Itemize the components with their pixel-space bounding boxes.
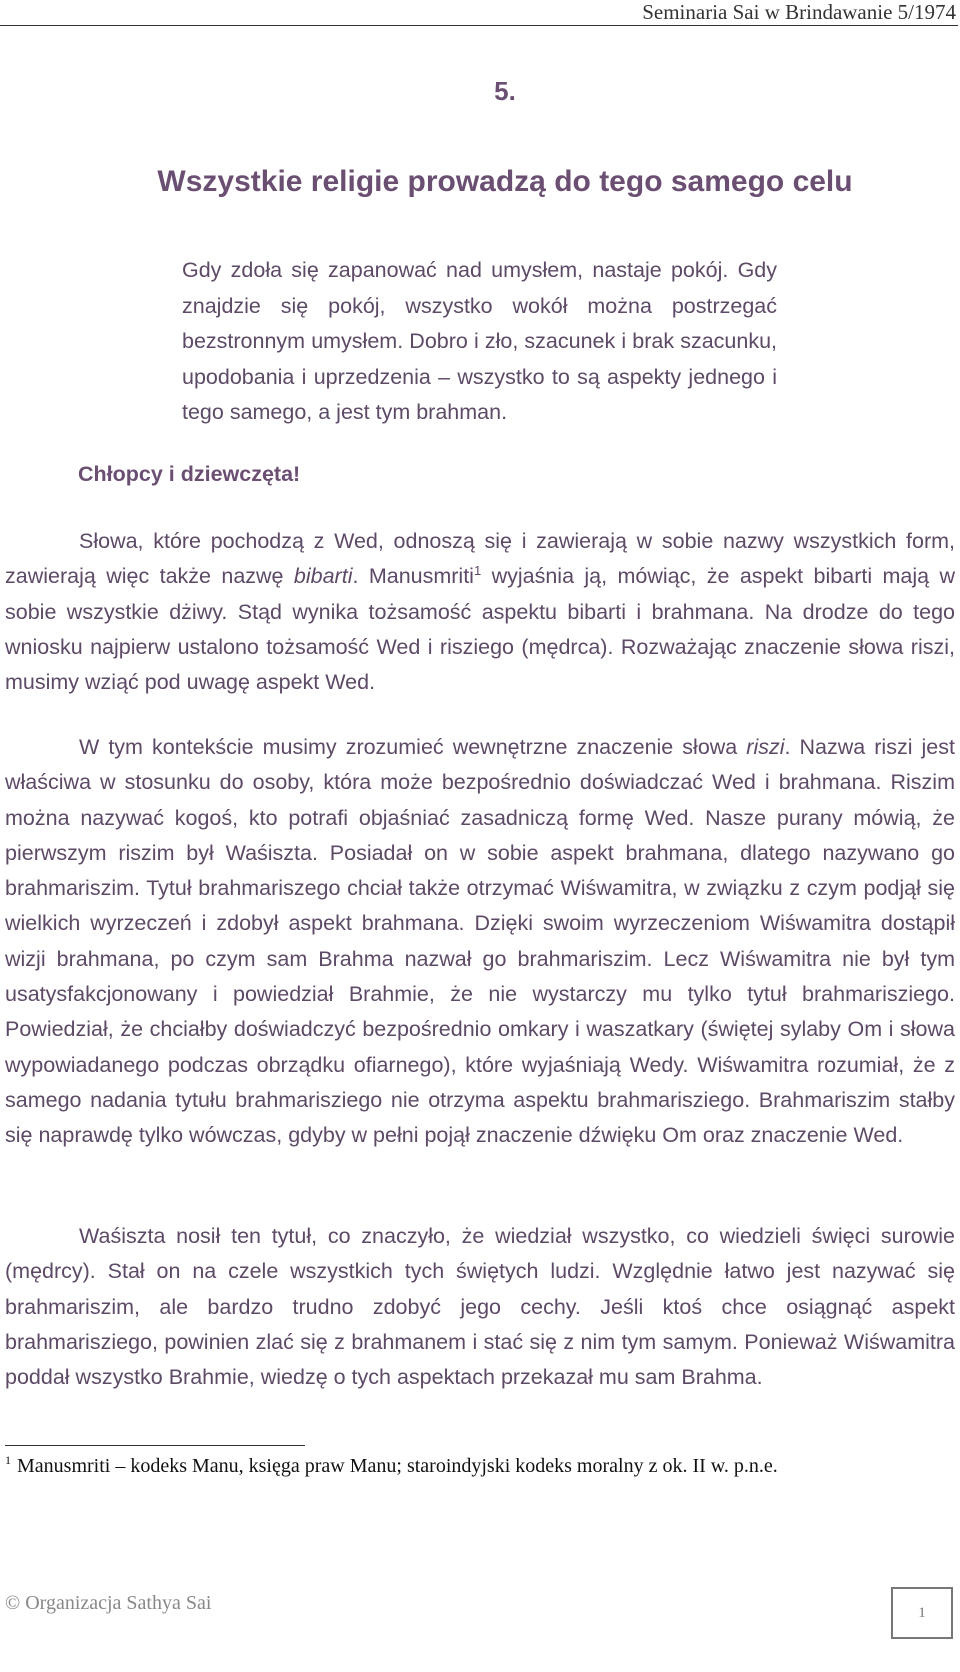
paragraph-1: [5, 524, 955, 700]
page-number-box: [891, 1587, 953, 1639]
footnote-text: Manusmriti – kodeks Manu, księga praw Manu; staroindyjski kodeks moralny z ok. II w. p.n.e.: [17, 1455, 778, 1477]
page-number: 1: [918, 1605, 926, 1621]
running-header: [0, 0, 958, 26]
paragraph-text: W tym kontekście musimy zrozumieć wewnętrzne znaczenie słowa: [79, 735, 747, 759]
footnote-divider: [5, 1445, 305, 1446]
paragraph-3: Waśiszta nosił ten tytuł, co znaczyło, że wiedział wszystko, co wiedzieli święci surowie (mędrcy). Stał on na czele wszystkich tych świętych ludzi. Względnie łatwo jest nazywać się brahmariszim, ale bardzo trudno zdobyć jego cechy. Jeśli ktoś chce osiągnąć aspekt brahmarisziego, powinien zlać się z brahmanem i stać się z nim tym samym. Ponieważ Wiśwamitra poddał wszystko Brahmie, wiedzę o tych aspektach przekazał mu sam Brahma.: [5, 1224, 955, 1390]
chapter-title: Wszystkie religie prowadzą do tego samego celu: [157, 165, 853, 198]
greeting: Chłopcy i dziewczęta!: [78, 462, 301, 486]
paragraph-text: Słowa, które pochodzą z Wed, odnoszą się i zawierają w sobie nazwy wszystkich form, zawierają więc także nazwę: [5, 529, 955, 589]
paragraph-2: [5, 730, 955, 1154]
chapter-number: 5.: [494, 76, 516, 106]
italic-term: riszi: [746, 735, 785, 759]
epigraph: Gdy zdoła się zapanować nad umysłem, nastaje pokój. Gdy znajdzie się pokój, wszystko wokół można postrzegać bezstronnym umysłem. Dobro i zło, szacunek i brak szacunku, upodobania i uprzedzenia – wszystko to są aspekty jednego i tego samego, a jest tym brahman.: [182, 258, 777, 424]
footnote-marker: 1: [5, 1453, 11, 1468]
copyright-notice: © Organizacja Sathya Sai: [5, 1592, 212, 1614]
footnote-reference[interactable]: 1: [473, 563, 482, 579]
paragraph-text: . Nazwa riszi jest właściwa w stosunku do osoby, która może bezpośrednio doświadczać Wed i brahmana. Riszim można nazywać kogoś, kto potrafi objaśniać zasadniczą formę Wed. Nasze purany mówią, że pierwszym riszim był Waśiszta. Posiadał on w sobie aspekt brahmana, dlatego nazywano go brahmariszim. Tytuł brahmariszego chciał także otrzymać Wiśwamitra, w związku z czym podjął się wielkich wyrzeczeń i zdobył aspekt brahmana. Dzięki swoim wyrzeczeniom Wiśwamitra dostąpił wizji brahmana, po czym sam Brahma nazwał go brahmariszim. Lecz Wiśwamitra nie był tym usatysfakcjonowany i powiedział Brahmie, że nie wystarczy mu tylko tytuł brahmarisziego. Powiedział, że chciałby doświadczyć bezpośrednio omkary i waszatkary (świętej sylaby Om i słowa wypowiadanego podczas obrządku ofiarnego), które wyjaśniają Wedy. Wiśwamitra rozumiał, że z samego nadania tytułu brahmarisziego nie otrzyma aspektu brahmarisziego. Brahmariszim stałby się naprawdę tylko wówczas, gdyby w pełni pojął znaczenie dźwięku Om oraz znaczenie Wed.: [5, 735, 955, 1148]
running-title: Seminaria Sai w Brindawanie 5/1974: [642, 0, 956, 24]
footnote: [5, 1455, 955, 1478]
paragraph-text: wyjaśnia ją, mówiąc, że aspekt bibarti mają w sobie wszystkie dżiwy. Stąd wynika tożsamość aspektu bibarti i brahmana. Na drodze do tego wniosku najpierw ustalono tożsamość Wed i risziego (mędrca). Rozważając znaczenie słowa riszi, musimy wziąć pod uwagę aspekt Wed.: [5, 564, 955, 695]
paragraph-text: . Manusmriti: [352, 564, 474, 589]
italic-term: bibarti: [293, 564, 353, 589]
